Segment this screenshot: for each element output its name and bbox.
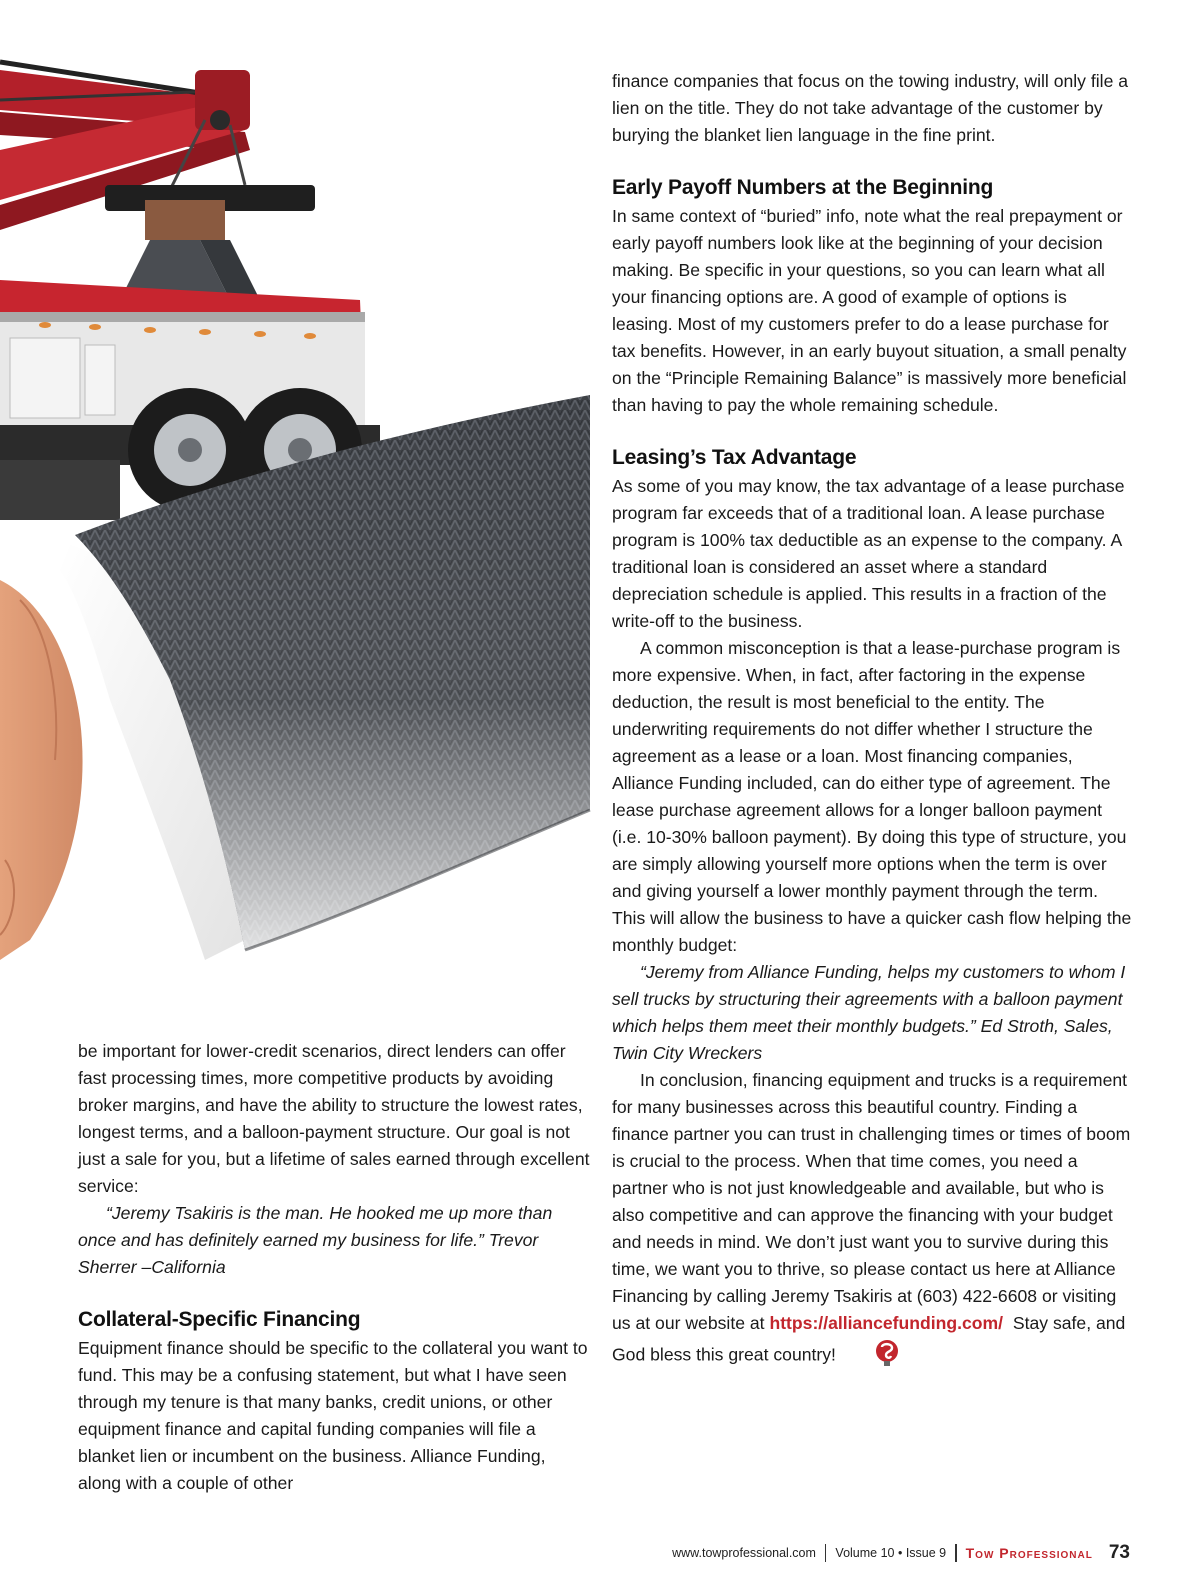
early-payoff-heading: Early Payoff Numbers at the Beginning (612, 176, 994, 199)
customer-quote-trevor: “Jeremy Tsakiris is the man. He hooked me up more than once and has definitely earned my business for life.” Trevor Sherrer –California (78, 1203, 553, 1277)
collateral-heading: Collateral-Specific Financing (78, 1308, 361, 1331)
footer-issue: Volume 10 • Issue 9 (835, 1546, 947, 1560)
footer-website: www.towprofessional.com (672, 1546, 816, 1560)
conclusion-text: In conclusion, financing equipment and trucks is a requirement for many businesses across this beautiful country. Finding a finance partner you can trust in challenging times or times of boom is crucial to the process. When that time comes, you need a partner who is not just knowledgeable and available, but who is also competitive and can approve the financing with your budget and needs in mind. We don’t just want you to survive during this time, we want you to thrive, so please contact us here at Alliance Financing by calling Jeremy Tsakiris at (603) 422-6608 or visiting us at our website at (612, 1070, 1131, 1333)
footer-divider (825, 1544, 827, 1562)
tow-truck-handshake-photo (0, 0, 600, 1000)
alliance-funding-link[interactable]: https://alliancefunding.com/ (769, 1313, 1004, 1333)
hand (0, 580, 83, 960)
footer-magazine-name: Tow Professional (965, 1545, 1093, 1561)
tax-paragraph-1: As some of you may know, the tax advantage of a lease purchase program far exceeds that of a traditional loan. A lease purchase program is 100% tax deductible as an expense to the company. A traditional loan is considered an asset where a standard depreciation schedule is applied. This results in a fraction of the write-off to the business. (612, 476, 1125, 631)
collateral-paragraph: Equipment finance should be specific to the collateral you want to fund. This may be a confusing statement, but what I have seen through my tenure is that many banks, credit unions, or other equipment finance and capital funding companies will file a blanket lien or incumbent on the business. Alliance Funding, along with a couple of other (78, 1338, 588, 1493)
right-column (612, 68, 1132, 1375)
tax-advantage-heading: Leasing’s Tax Advantage (612, 446, 857, 469)
tax-paragraph-2: A common misconception is that a lease-purchase program is more expensive. When, in fact, after factoring in the expense deduction, the result is most beneficial to the entity. The underwriting requirements do not differ whether I structure the agreement as a lease or a loan. Most financing companies, Alliance Funding included, can do either type of agreement. The lease purchase agreement allows for a longer balloon payment (i.e. 10-30% balloon payment). By doing this type of structure, you are simply allowing yourself more options when the term is over and giving yourself a lower monthly payment through the term. This will allow the business to have a quicker cash flow helping the monthly budget: (612, 638, 1132, 955)
closing-text: Stay safe, and God bless this great country! (612, 1313, 1126, 1365)
tow-hook-logo-icon (846, 1337, 900, 1375)
footer-divider (955, 1544, 957, 1562)
wheel-lift (105, 185, 315, 300)
conclusion-paragraph (612, 1067, 1132, 1375)
page-footer (610, 1540, 1130, 1566)
left-column (78, 1038, 590, 1497)
intro-paragraph: be important for lower-credit scenarios, direct lenders can offer fast processing times, more competitive products by avoiding broker margins, and have the ability to structure the lowest rates, longest terms, and a balloon-payment structure. Our goal is not just a sale for you, but a lifetime of sales earned through excellent service: (78, 1041, 590, 1196)
customer-quote-ed: “Jeremy from Alliance Funding, helps my customers to whom I sell trucks by structuring their agreements with a balloon payment which helps them meet their monthly budgets.” Ed Stroth, Sales, Twin City Wreckers (612, 962, 1126, 1063)
early-payoff-paragraph: In same context of “buried” info, note what the real prepayment or early payoff numbers look like at the beginning of your decision making. Be specific in your questions, so you can learn what all your financing options are. A good of example of options is leasing. Most of my customers prefer to do a lease purchase for tax benefits. However, in an early buyout situation, a small penalty on the “Principle Remaining Balance” is massively more beneficial than having to pay the whole remaining schedule. (612, 206, 1127, 415)
continued-paragraph: finance companies that focus on the towing industry, will only file a lien on the title. They do not take advantage of the customer by burying the blanket lien language in the fine print. (612, 71, 1129, 145)
page-number: 73 (1108, 1542, 1130, 1563)
